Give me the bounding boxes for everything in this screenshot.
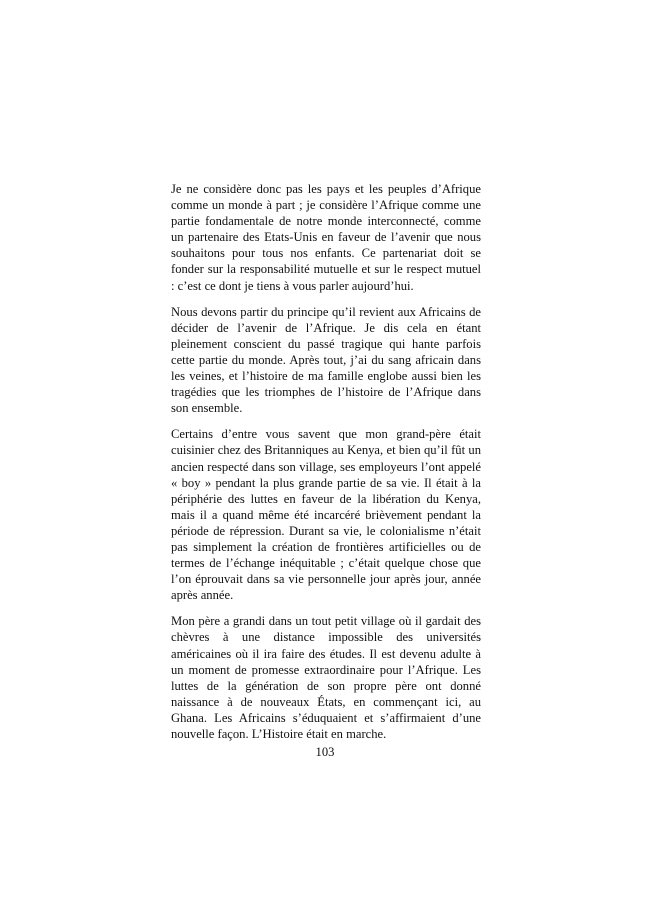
paragraph-4: Mon père a grandi dans un tout petit village où il gardait des chèvres à une distance impossible des universités américaines où il ira faire des études. Il est devenu adulte à un moment de promesse extraordinaire pour l’Afrique. Les luttes de la génération de son propre père ont donné naissance à de nouveaux États, en commençant ici, au Ghana. Les Africains s’éduquaient et s’affirmaient d’une nouvelle façon. L’Histoire était en marche. (171, 614, 481, 741)
body-text (171, 181, 481, 752)
page-number: 103 (315, 745, 335, 759)
paragraph-2: Nous devons partir du principe qu’il revient aux Africains de décider de l’avenir de l’Afrique. Je dis cela en étant pleinement conscient du passé tragique qui hante parfois cette partie du monde. Après tout, j’ai du sang africain dans les veines, et l’histoire de ma famille englobe aussi bien les tragédies que les triomphes de l’histoire de l’Afrique dans son ensemble. (171, 304, 481, 416)
paragraph-1: Je ne considère donc pas les pays et les peuples d’Afrique comme un monde à part ; je considère l’Afrique comme une partie fondamentale de notre monde interconnecté, comme un partenaire des Etats-Unis en faveur de l’avenir que nous souhaitons pour tous nos enfants. Ce partenariat doit se fonder sur la responsabilité mutuelle et sur le respect mutuel : c’est ce dont je tiens à vous parler aujourd’hui. (171, 182, 481, 293)
paragraph-3: Certains d’entre vous savent que mon grand-père était cuisinier chez des Britanniques au Kenya, et bien qu’il fût un ancien respecté dans son village, ses employeurs l’ont appelé « boy » pendant la plus grande partie de sa vie. Il était à la périphérie des luttes en faveur de la libération du Kenya, mais il a quand même été incarcéré brièvement pendant la période de répression. Durant sa vie, le colonialisme n’était pas simplement la création de frontières artificielles ou de termes de l’échange inéquitable ; c’était quelque chose que l’on éprouvait dans sa vie personnelle jour après jour, année après année. (171, 427, 481, 603)
